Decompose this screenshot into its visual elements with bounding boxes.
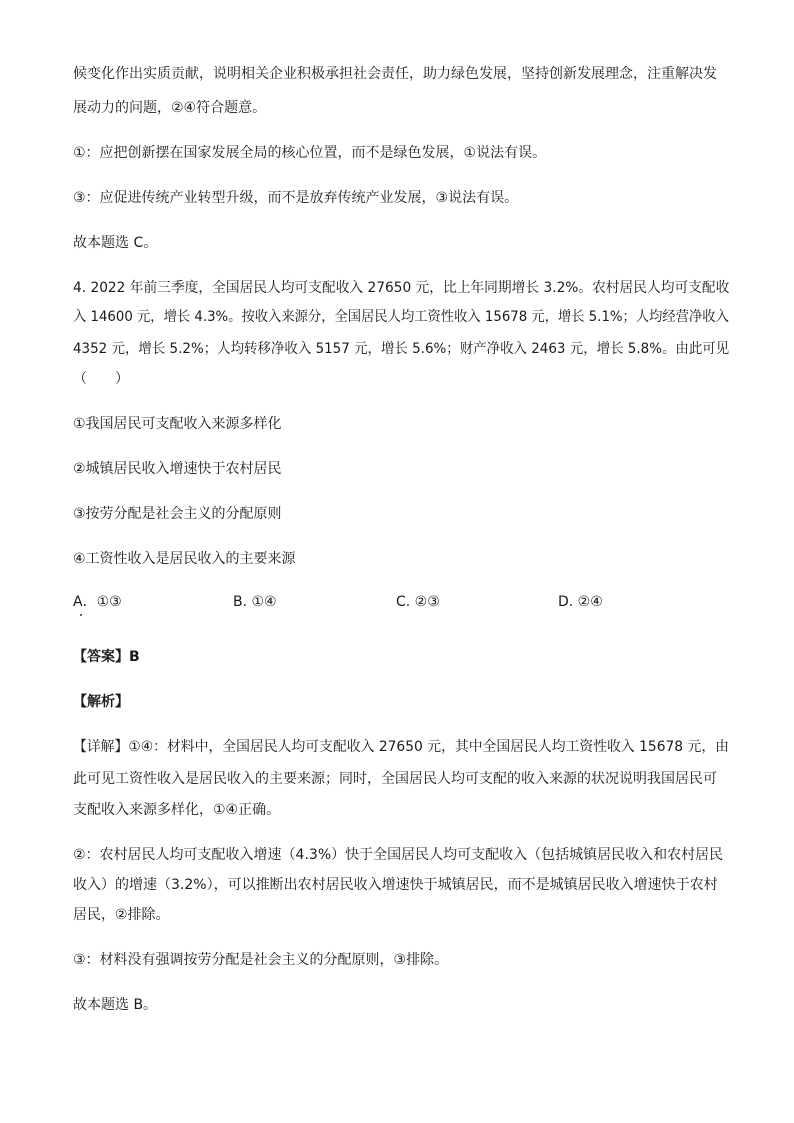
text-line: 展动力的问题，②④符合题意。 — [73, 100, 267, 116]
option-d: D. ②④ — [558, 594, 603, 610]
stray-dot — [80, 614, 82, 616]
statement-1: ①我国居民可支配收入来源多样化 — [73, 416, 282, 432]
text-line: ③：应促进传统产业转型升级，而不是放弃传统产业发展，③说法有误。 — [73, 190, 519, 206]
detail-line: 此可见工资性收入是居民收入的主要来源；同时，全国居民人均可支配的收入来源的状况说明我国居民可 — [73, 771, 717, 787]
detail-line: ②：农村居民人均可支配收入增速（4.3%）快于全国居民人均可支配收入（包括城镇居民收入和农村居民 — [73, 847, 724, 863]
detail-line: 【详解】①④：材料中，全国居民人均可支配收入 27650 元，其中全国居民人均工资性收入 15678 元，由 — [73, 739, 730, 755]
question-line: 4352 元，增长 5.2%；人均转移净收入 5157 元，增长 5.6%；财产净收入 2463 元，增长 5.8%。由此可见 — [73, 341, 730, 357]
statement-4: ④工资性收入是居民收入的主要来源 — [73, 551, 296, 567]
question-blank: （ ） — [73, 371, 129, 387]
text-line: 故本题选 C。 — [73, 235, 158, 251]
detail-line: 支配收入来源多样化，①④正确。 — [73, 802, 281, 818]
question-line: 4. 2022 年前三季度，全国居民人均可支配收入 27650 元，比上年同期增长 3.2%。农村居民人均可支配收 — [73, 280, 730, 296]
detail-line: 居民，②排除。 — [73, 907, 170, 923]
conclusion-line: 故本题选 B。 — [73, 997, 158, 1013]
detail-line: 收入）的增速（3.2%），可以推断出农村居民收入增速快于城镇居民，而不是城镇居民收入增速快于农村 — [73, 877, 718, 893]
question-line: 入 14600 元，增长 4.3%。按收入来源分，全国居民人均工资性收入 15678 元，增长 5.1%；人均经营净收入 — [73, 309, 729, 325]
detail-line: ③：材料没有强调按劳分配是社会主义的分配原则，③排除。 — [73, 952, 449, 968]
statement-3: ③按劳分配是社会主义的分配原则 — [73, 506, 282, 522]
answer-label: 【答案】B — [73, 649, 140, 665]
option-a: A．①③ — [73, 594, 122, 610]
option-b: B. ①④ — [233, 594, 277, 610]
text-line: 候变化作出实质贡献，说明相关企业积极承担社会责任，助力绿色发展，坚持创新发展理念，注重解决发 — [73, 66, 717, 82]
text-line: ①：应把创新摆在国家发展全局的核心位置，而不是绿色发展，①说法有误。 — [73, 145, 547, 161]
statement-2: ②城镇居民收入增速快于农村居民 — [73, 461, 282, 477]
option-c: C. ②③ — [396, 594, 440, 610]
analysis-label: 【解析】 — [73, 694, 129, 710]
